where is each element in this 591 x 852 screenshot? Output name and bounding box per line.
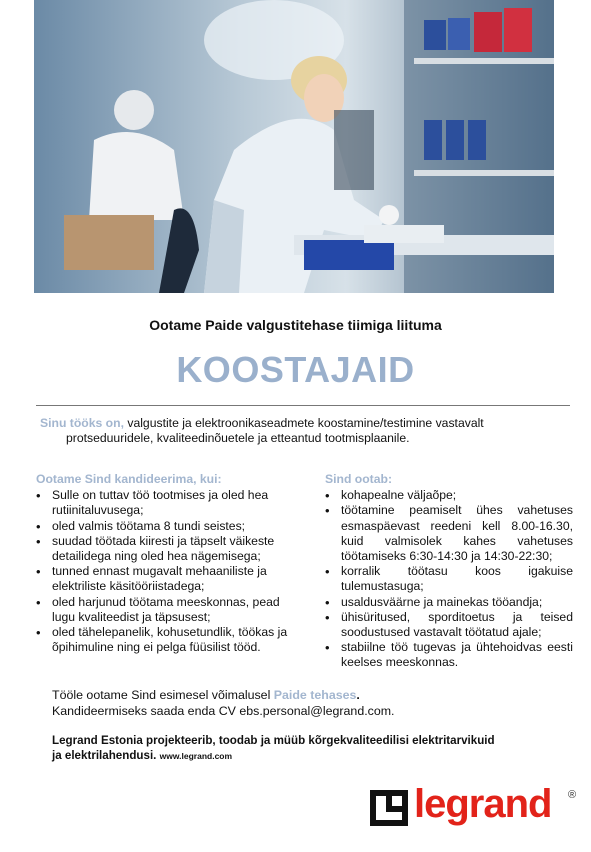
list-item: • oled valmis töötama 8 tundi seistes; [34, 519, 302, 534]
apply-line-2: Kandideermiseks saada enda CV ebs.personal@legrand.com. [52, 703, 395, 718]
list-item: • tunned ennast mugavalt mehaaniliste ja elektriliste käsitööriistadega; [34, 564, 302, 594]
list-item: • stabiilne töö tugevas ja ühtehoidvas eesti keelses meeskonnas. [323, 640, 573, 670]
offers-section [323, 472, 573, 671]
registered-mark: ® [568, 789, 577, 801]
apply-info [52, 688, 552, 719]
company-info [52, 733, 542, 764]
divider [36, 405, 570, 406]
company-line-2 [52, 748, 542, 764]
logo-wordmark: legrand [414, 782, 552, 826]
offers-list [323, 488, 573, 670]
requirements-title: Ootame Sind kandideerima, kui: [36, 472, 222, 486]
location-highlight: Paide tehases [273, 688, 357, 702]
apply-text: Tööle ootame Sind esimesel võimalusel [52, 688, 274, 702]
list-item: • ühisüritused, sporditoetus ja teised soodustused vastavalt töötatud ajale; [323, 610, 573, 640]
legrand-logo [370, 782, 585, 833]
list-item: • suudad töötada kiiresti ja täpselt väikeste detailidega ning oled hea nägemisega; [34, 534, 302, 564]
intro-lead: Sinu tööks on, [40, 416, 124, 430]
list-item: • korralik töötasu koos igakuise tulemustasuga; [323, 564, 573, 594]
list-item: • oled tähelepanelik, kohusetundlik, töökas ja õpihimuline ning ei pelga füüsilist tööd. [34, 625, 302, 655]
website-link[interactable]: www.legrand.com [159, 751, 233, 761]
list-item: • Sulle on tuttav töö tootmises ja oled hea rutiinitaluvusega; [34, 488, 302, 518]
apply-period: . [356, 688, 360, 702]
apply-line-1 [52, 688, 552, 704]
offers-title: Sind ootab: [325, 472, 393, 486]
list-item: • kohapealne väljaõpe; [323, 488, 573, 503]
company-line-2-text: ja elektrilahendusi. [52, 749, 157, 762]
factory-workers-photo [34, 0, 554, 293]
subtitle: Ootame Paide valgustitehase tiimiga liituma [149, 317, 442, 333]
intro-text-1: valgustite ja elektroonikaseadmete koostamine/testimine vastavalt [123, 416, 484, 430]
list-item: • oled harjunud töötama meeskonnas, pead lugu kvaliteedist ja täpsusest; [34, 595, 302, 625]
intro-text-2: protseduuridele, kvaliteedinõuetele ja etteantud tootmisplaanile. [66, 431, 410, 445]
list-item: • usaldusväärne ja mainekas tööandja; [323, 595, 573, 610]
headline: KOOSTAJAID [176, 349, 415, 390]
job-intro [40, 416, 550, 446]
requirements-section [34, 472, 302, 655]
company-line-1: Legrand Estonia projekteerib, toodab ja müüb kõrgekvaliteedilisi elektritarvikuid [52, 734, 495, 747]
requirements-list [34, 488, 302, 655]
list-item: • töötamine peamiselt ühes vahetuses esmaspäevast reedeni kell 8.00-16.30, kuid valmisolek kahes vahetuses töötamiseks 6:30-14:30 ja 14:30-22:30; [323, 503, 573, 564]
legrand-emblem-icon [370, 788, 410, 828]
